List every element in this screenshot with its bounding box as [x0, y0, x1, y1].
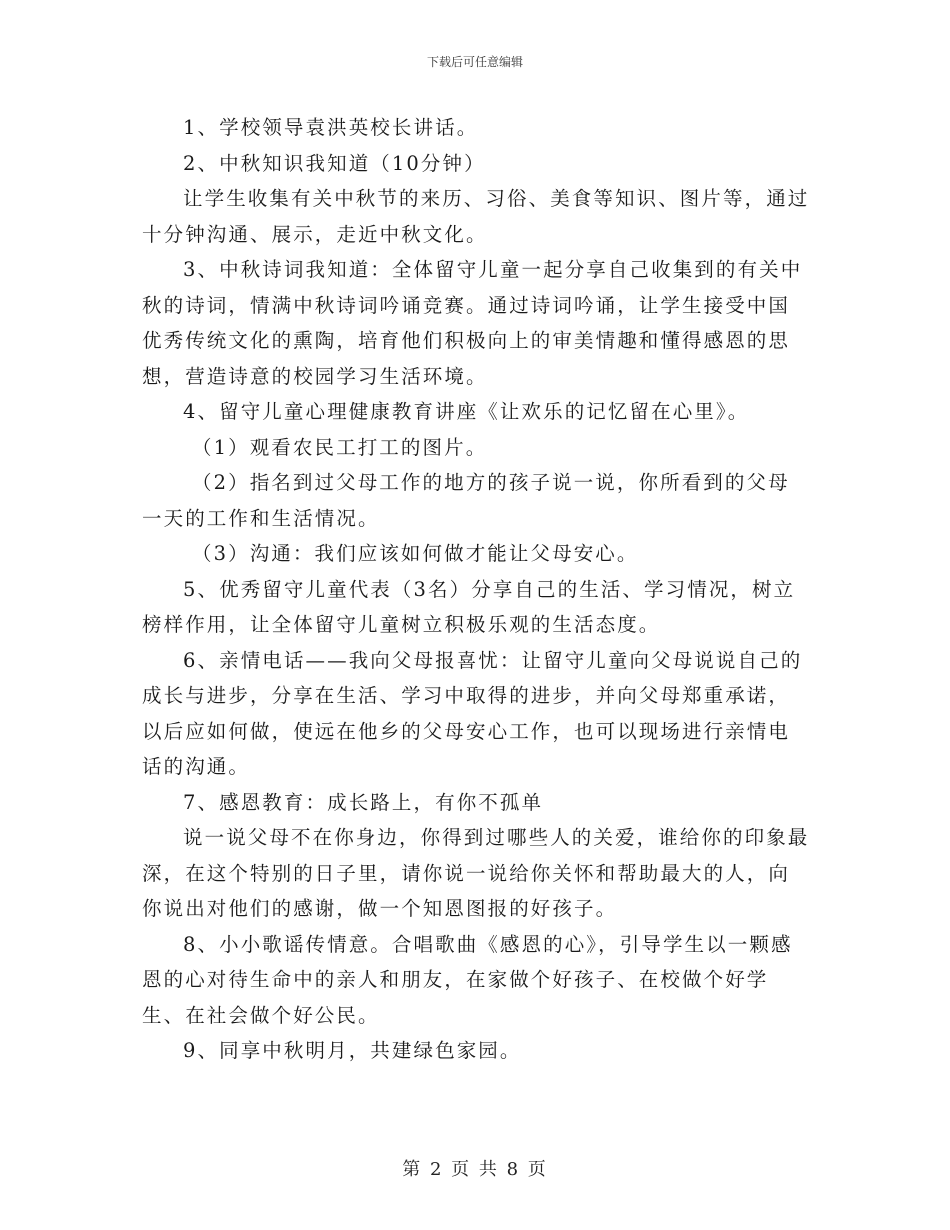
paragraph-sub-3: （3）沟通：我们应该如何做才能让父母安心。 — [192, 542, 639, 565]
paragraph-item-9: 9、同享中秋明月，共建绿色家园。 — [183, 1039, 522, 1062]
paragraph-item-2: 2、中秋知识我知道（10分钟） — [183, 151, 486, 175]
paragraph-item-5: 5、优秀留守儿童代表（3名）分享自己的生活、学习情况，树立榜样作用，让全体留守儿童树立积极乐观的生活态度。 — [142, 577, 796, 636]
paragraph-item-6: 6、亲情电话——我向父母报喜忧：让留守儿童向父母说说自己的成长与进步，分享在生活、学习中取得的进步，并向父母郑重承诺，以后应如何做，使远在他乡的父母安心工作，也可以现场进行亲情电话的沟通。 — [142, 648, 803, 778]
paragraph-item-7: 7、感恩教育：成长路上，有你不孤单 — [183, 790, 544, 814]
document-body — [142, 110, 810, 1069]
paragraph-gratitude: 说一说父母不在你身边，你得到过哪些人的关爱，谁给你的印象最深，在这个特别的日子里，请你说一说给你关怀和帮助最大的人，向你说出对他们的感谢，做一个知恩图报的好孩子。 — [142, 826, 810, 920]
paragraph-item-4: 4、留守儿童心理健康教育讲座《让欢乐的记忆留在心里》。 — [183, 400, 750, 423]
paragraph-item-1: 1、学校领导袁洪英校长讲话。 — [183, 116, 479, 139]
page-header: 下载后可任意编辑 — [426, 55, 523, 69]
paragraph-item-8: 8、小小歌谣传情意。合唱歌曲《感恩的心》，引导学生以一颗感恩的心对待生命中的亲人和朋友，在家做个好孩子、在校做个好学生、在社会做个好公民。 — [142, 932, 793, 1027]
page-number-footer: 第 2 页 共 8 页 — [402, 1159, 548, 1180]
paragraph-sub-2: （2）指名到过父母工作的地方的孩子说一说，你所看到的父母一天的工作和生活情况。 — [142, 471, 790, 530]
paragraph-mid-autumn-knowledge: 让学生收集有关中秋节的来历、习俗、美食等知识、图片等，通过十分钟沟通、展示，走近中秋文化。 — [142, 187, 810, 246]
paragraph-sub-1: （1）观看农民工打工的图片。 — [192, 435, 488, 459]
paragraph-item-3: 3、中秋诗词我知道：全体留守儿童一起分享自己收集到的有关中秋的诗词，情满中秋诗词吟诵竞赛。通过诗词吟诵，让学生接受中国优秀传统文化的熏陶，培育他们积极向上的审美情趣和懂得感恩的思想，营造诗意的校园学习生活环境。 — [142, 258, 803, 388]
